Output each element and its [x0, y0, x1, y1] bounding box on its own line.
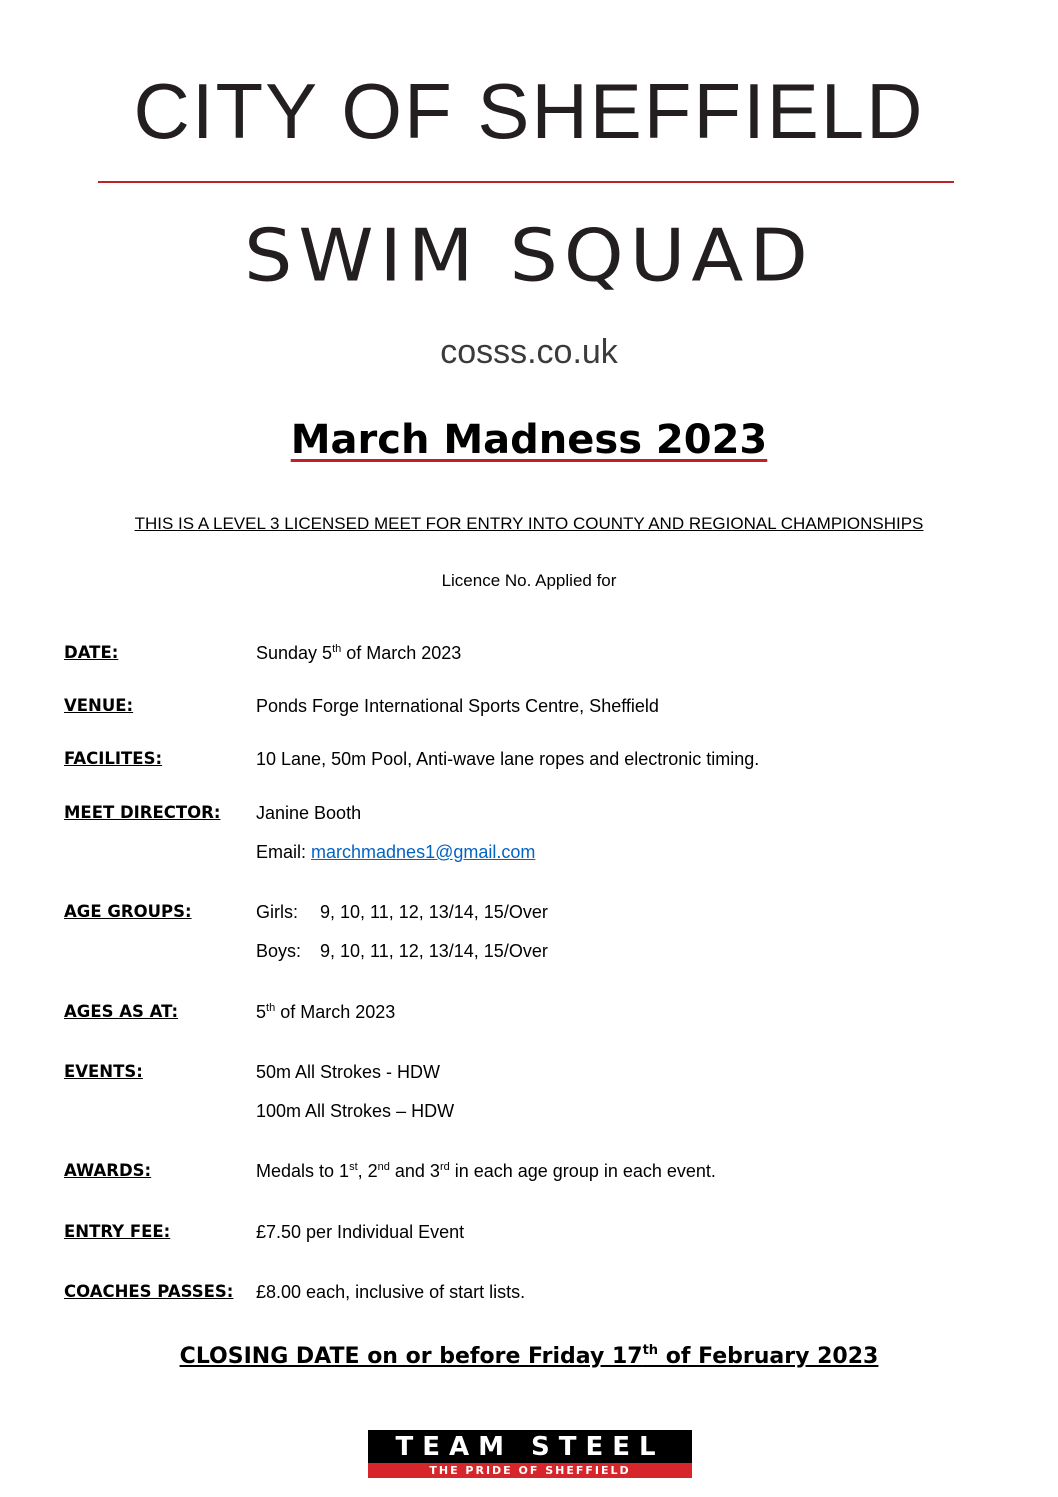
facilities-label: FACILITES: [64, 749, 163, 768]
girls-label: Girls: [256, 902, 298, 922]
awards-s2: nd [377, 1161, 390, 1173]
events-line-2: 100m All Strokes – HDW [256, 1101, 455, 1121]
closing-date-pre: CLOSING DATE on or before Friday 17 [179, 1344, 643, 1369]
date-rest: of March 2023 [341, 643, 462, 663]
awards-value [256, 1162, 716, 1180]
closing-date [0, 1344, 1058, 1368]
facilities-value: 10 Lane, 50m Pool, Anti-wave lane ropes and electronic timing. [256, 749, 760, 769]
header-divider [98, 181, 954, 183]
boys-ages: 9, 10, 11, 12, 13/14, 15/Over [320, 941, 548, 961]
awards-t4: in each age group in each event. [449, 1161, 716, 1181]
venue-label: VENUE: [64, 696, 134, 715]
coaches-passes-label: COACHES PASSES: [64, 1282, 234, 1301]
date-suffix: th [332, 643, 342, 655]
age-groups-label: AGE GROUPS: [64, 902, 192, 921]
ages-as-at-rest: of March 2023 [275, 1002, 396, 1022]
ages-as-at-label: AGES AS AT: [64, 1002, 179, 1021]
awards-t1: Medals to 1 [256, 1161, 350, 1181]
email-link[interactable]: marchmadnes1@gmail.com [311, 842, 536, 862]
coaches-passes-value: £8.00 each, inclusive of start lists. [256, 1282, 526, 1302]
website-url: cosss.co.uk [440, 333, 618, 371]
awards-t2: , 2 [357, 1161, 378, 1181]
date-label: DATE: [64, 643, 119, 662]
ages-as-at-value [256, 1003, 395, 1021]
squad-name: SWIM SQUAD [244, 213, 814, 298]
events-label: EVENTS: [64, 1062, 143, 1081]
ages-as-at-day: 5 [256, 1002, 267, 1022]
date-day: Sunday 5 [256, 643, 333, 663]
entry-fee-label: ENTRY FEE: [64, 1222, 171, 1241]
meet-title-text: March Madness 2023 [290, 417, 768, 463]
licence-number: Licence No. Applied for [441, 571, 617, 590]
age-groups-girls [256, 903, 548, 921]
entry-fee-value: £7.50 per Individual Event [256, 1222, 465, 1242]
logo-top-text: TEAM STEEL [395, 1432, 665, 1462]
team-steel-logo [368, 1430, 692, 1478]
meet-director-email-row [256, 843, 535, 861]
closing-date-text [180, 1344, 879, 1369]
events-line-1: 50m All Strokes - HDW [256, 1062, 441, 1082]
closing-date-suffix: th [642, 1343, 659, 1358]
awards-s1: st [349, 1161, 358, 1173]
licensed-notice [0, 515, 1058, 532]
date-value [256, 644, 461, 662]
awards-t3: and 3 [389, 1161, 440, 1181]
meet-director-name: Janine Booth [256, 803, 362, 823]
meet-title [0, 417, 1058, 463]
logo-bottom-text: THE PRIDE OF SHEFFIELD [368, 1463, 692, 1478]
girls-ages: 9, 10, 11, 12, 13/14, 15/Over [320, 902, 548, 922]
boys-label: Boys: [256, 941, 302, 961]
venue-value: Ponds Forge International Sports Centre, Sheffield [256, 696, 659, 716]
meet-director-label: MEET DIRECTOR: [64, 803, 221, 822]
age-groups-boys [256, 942, 548, 960]
awards-label: AWARDS: [64, 1161, 152, 1180]
licensed-notice-text: THIS IS A LEVEL 3 LICENSED MEET FOR ENTRY INTO COUNTY AND REGIONAL CHAMPIONSHIPS [134, 514, 924, 533]
email-label: Email: [256, 842, 312, 862]
closing-date-post: of February 2023 [658, 1344, 879, 1369]
ages-as-at-suffix: th [266, 1002, 276, 1014]
org-name: CITY OF SHEFFIELD [133, 67, 925, 155]
awards-s3: rd [439, 1161, 450, 1173]
